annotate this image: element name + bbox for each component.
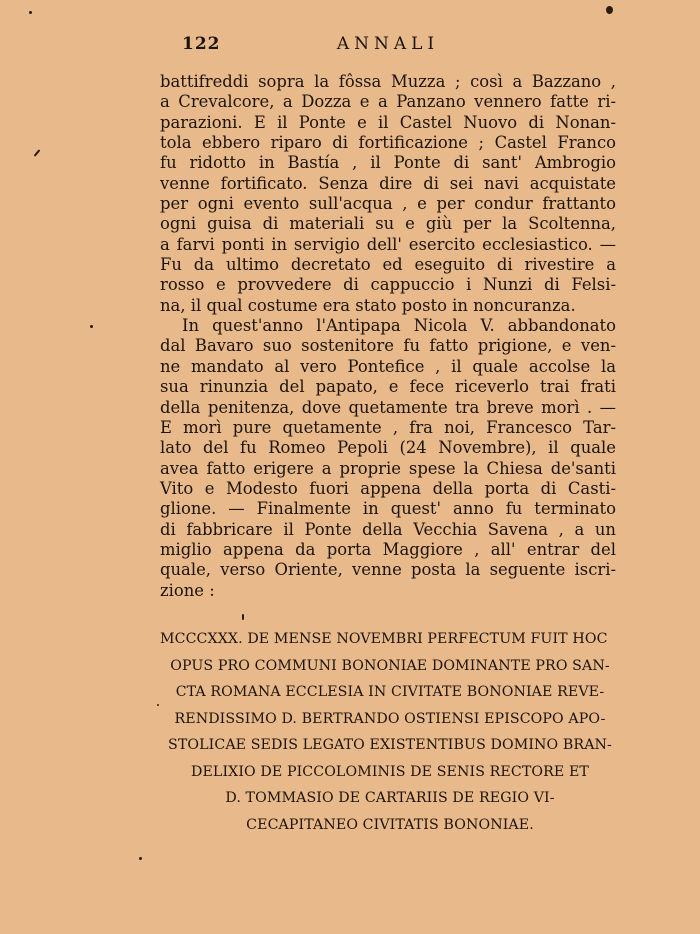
inscription-line: CTA ROMANA ECCLESIA IN CIVITATE BONONIAE REVE-: [175, 684, 605, 700]
inscription-line: D. TOMMASIO DE CARTARIIS DE REGIO VI-: [225, 790, 555, 806]
body-line: ogni guisa di materiali su e giù per la Scoltenna,: [160, 214, 616, 234]
body-line: Fu da ultimo decretato ed eseguito di rivestire a: [160, 255, 616, 275]
body-line: lato del fu Romeo Pepoli (24 Novembre), il quale: [160, 438, 616, 458]
body-line: avea fatto erigere a proprie spese la Chiesa de'santi: [160, 458, 616, 478]
inscription-line: STOLICAE SEDIS LEGATO EXISTENTIBUS DOMINO BRAN-: [168, 737, 612, 753]
body-line: venne fortificato. Senza dire di sei navi acquistate: [160, 173, 616, 193]
body-line: battifreddi sopra la fôssa Muzza ; così a Bazzano ,: [160, 72, 616, 91]
page-header: [160, 34, 616, 58]
body-line: na, il qual costume era stato posto in noncuranza.: [160, 295, 576, 315]
body-text: [160, 72, 616, 601]
body-line: Vito e Modesto fuori appena della porta di Casti-: [160, 478, 616, 498]
body-line: E morì pure quetamente , fra noi, Francesco Tar-: [160, 417, 616, 437]
body-line: miglio appena da porta Maggiore , all' entrar del: [160, 539, 616, 559]
ink-speck: [90, 325, 93, 328]
body-line: a farvi ponti in servigio dell' esercito ecclesiastico. —: [160, 234, 616, 254]
page-number: 122: [182, 34, 221, 54]
inscription-line: DELIXIO DE PICCOLOMINIS DE SENIS RECTORE ET: [191, 763, 589, 780]
body-line: tola ebbero riparo di fortificazione ; Castel Franco: [160, 133, 616, 153]
body-line: dal Bavaro suo sostenitore fu fatto prigione, e ven-: [160, 336, 616, 356]
body-line: parazioni. E il Ponte e il Castel Nuovo di Nonan-: [160, 112, 616, 132]
body-line: zione :: [160, 580, 215, 600]
inscription-line: CECAPITANEO CIVITATIS BONONIAE.: [246, 816, 534, 833]
body-line: glione. — Finalmente in quest' anno fu terminato: [160, 499, 616, 519]
body-line: quale, verso Oriente, venne posta la seguente iscri-: [160, 560, 616, 580]
ink-speck: [34, 149, 41, 156]
body-line: di fabbricare il Ponte della Vecchia Savena , a un: [160, 519, 616, 539]
inscription-line: OPUS PRO COMMUNI BONONIAE DOMINANTE PRO SAN-: [170, 657, 610, 674]
inscription-line: MCCCXXX. DE MENSE NOVEMBRI PERFECTUM FUIT HOC: [160, 631, 608, 647]
ink-speck: [242, 614, 244, 620]
body-line: sua rinunzia del papato, e fece riceverlo trai frati: [160, 377, 616, 397]
ink-speck: [157, 704, 159, 706]
body-line: ne mandato al vero Pontefice , il quale accolse la: [160, 356, 616, 376]
body-line: per ogni evento sull'acqua , e per condur frattanto: [160, 194, 616, 214]
body-line: fu ridotto in Bastía , il Ponte di sant' Ambrogio: [160, 153, 616, 173]
body-line: rosso e provvedere di cappuccio i Nunzi di Felsi-: [160, 275, 616, 295]
body-line: a Crevalcore, a Dozza e a Panzano vennero fatte ri-: [160, 92, 616, 112]
ink-speck: [139, 857, 142, 860]
ink-speck: [606, 6, 613, 14]
ink-speck: [29, 11, 32, 14]
paragraph-start-line: In quest'anno l'Antipapa Nicola V. abbandonato: [182, 316, 616, 336]
body-line: della penitenza, dove quetamente tra breve morì . —: [160, 397, 616, 417]
inscription-line: RENDISSIMO D. BERTRANDO OSTIENSI EPISCOPO APO-: [174, 710, 606, 727]
inscription: [150, 626, 630, 838]
running-title: ANNALI: [336, 34, 440, 54]
